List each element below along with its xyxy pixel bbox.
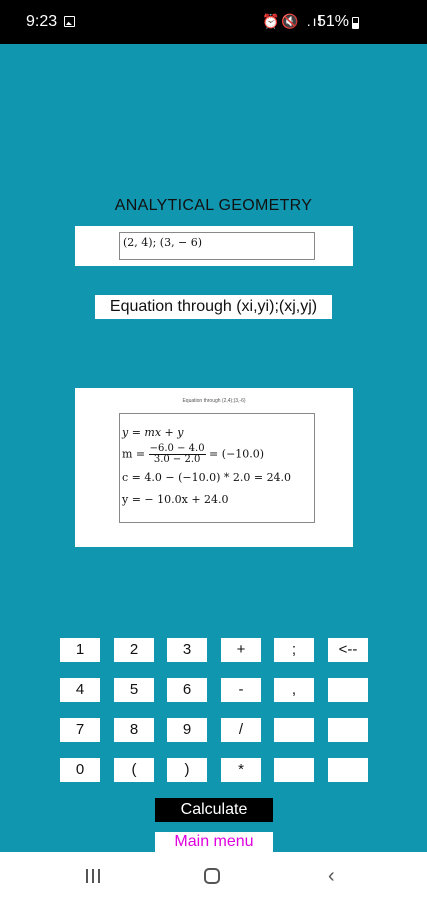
key-1-5[interactable] xyxy=(328,678,368,702)
result-box xyxy=(119,413,315,523)
key-3-3[interactable]: * xyxy=(221,758,261,782)
slope-numerator: −6.0 − 4.0 xyxy=(149,443,205,454)
key-2-4[interactable] xyxy=(274,718,314,742)
key-1-0[interactable]: 4 xyxy=(60,678,100,702)
status-time: 9:23 xyxy=(26,13,58,30)
status-icons: ⏰🔇 .ıl xyxy=(262,13,324,29)
key-3-4[interactable] xyxy=(274,758,314,782)
intercept-line: c = 4.0 − (−10.0) * 2.0 = 24.0 xyxy=(122,471,292,484)
slope-suffix: = (−10.0) xyxy=(205,447,265,461)
key-1-2[interactable]: 6 xyxy=(167,678,207,702)
main-menu-button[interactable]: Main menu xyxy=(155,832,273,852)
formula-line: y = mx + y xyxy=(122,426,184,439)
points-input[interactable]: (2, 4); (3, − 6) xyxy=(119,232,315,260)
back-icon[interactable]: ‹ xyxy=(328,865,335,887)
result-caption: Equation through (2,4);(3,-6) xyxy=(182,398,246,404)
home-icon[interactable] xyxy=(204,868,220,884)
key-1-3[interactable]: - xyxy=(221,678,261,702)
key-1-1[interactable]: 5 xyxy=(114,678,154,702)
battery-icon xyxy=(352,17,359,29)
slope-fraction xyxy=(149,444,206,465)
slope-prefix: m = xyxy=(122,447,149,461)
key-1-4[interactable]: , xyxy=(274,678,314,702)
keypad xyxy=(60,638,369,783)
recent-apps-icon[interactable] xyxy=(86,869,100,883)
key-2-5[interactable] xyxy=(328,718,368,742)
key-3-5[interactable] xyxy=(328,758,368,782)
equation-result-line: y = − 10.0x + 24.0 xyxy=(122,493,229,506)
key-0-1[interactable]: 2 xyxy=(114,638,154,662)
image-notification-icon xyxy=(64,16,75,27)
input-panel xyxy=(75,226,353,266)
key-2-2[interactable]: 9 xyxy=(167,718,207,742)
slope-line xyxy=(122,444,264,465)
key-3-2[interactable]: ) xyxy=(167,758,207,782)
key-0-5[interactable]: <-- xyxy=(328,638,368,662)
key-0-3[interactable]: + xyxy=(221,638,261,662)
result-panel xyxy=(75,388,353,547)
key-2-0[interactable]: 7 xyxy=(60,718,100,742)
key-3-0[interactable]: 0 xyxy=(60,758,100,782)
key-2-1[interactable]: 8 xyxy=(114,718,154,742)
battery-percent: 51% xyxy=(317,13,350,30)
key-0-0[interactable]: 1 xyxy=(60,638,100,662)
key-3-1[interactable]: ( xyxy=(114,758,154,782)
page-title: ANALYTICAL GEOMETRY xyxy=(114,197,313,214)
key-0-4[interactable]: ; xyxy=(274,638,314,662)
key-0-2[interactable]: 3 xyxy=(167,638,207,662)
key-2-3[interactable]: / xyxy=(221,718,261,742)
calculate-button[interactable]: Calculate xyxy=(155,798,273,822)
slope-denominator: 3.0 − 2.0 xyxy=(153,454,201,465)
status-bar xyxy=(0,0,427,44)
navigation-bar xyxy=(0,852,427,900)
equation-through-button[interactable]: Equation through (xi,yi);(xj,yj) xyxy=(95,295,332,319)
